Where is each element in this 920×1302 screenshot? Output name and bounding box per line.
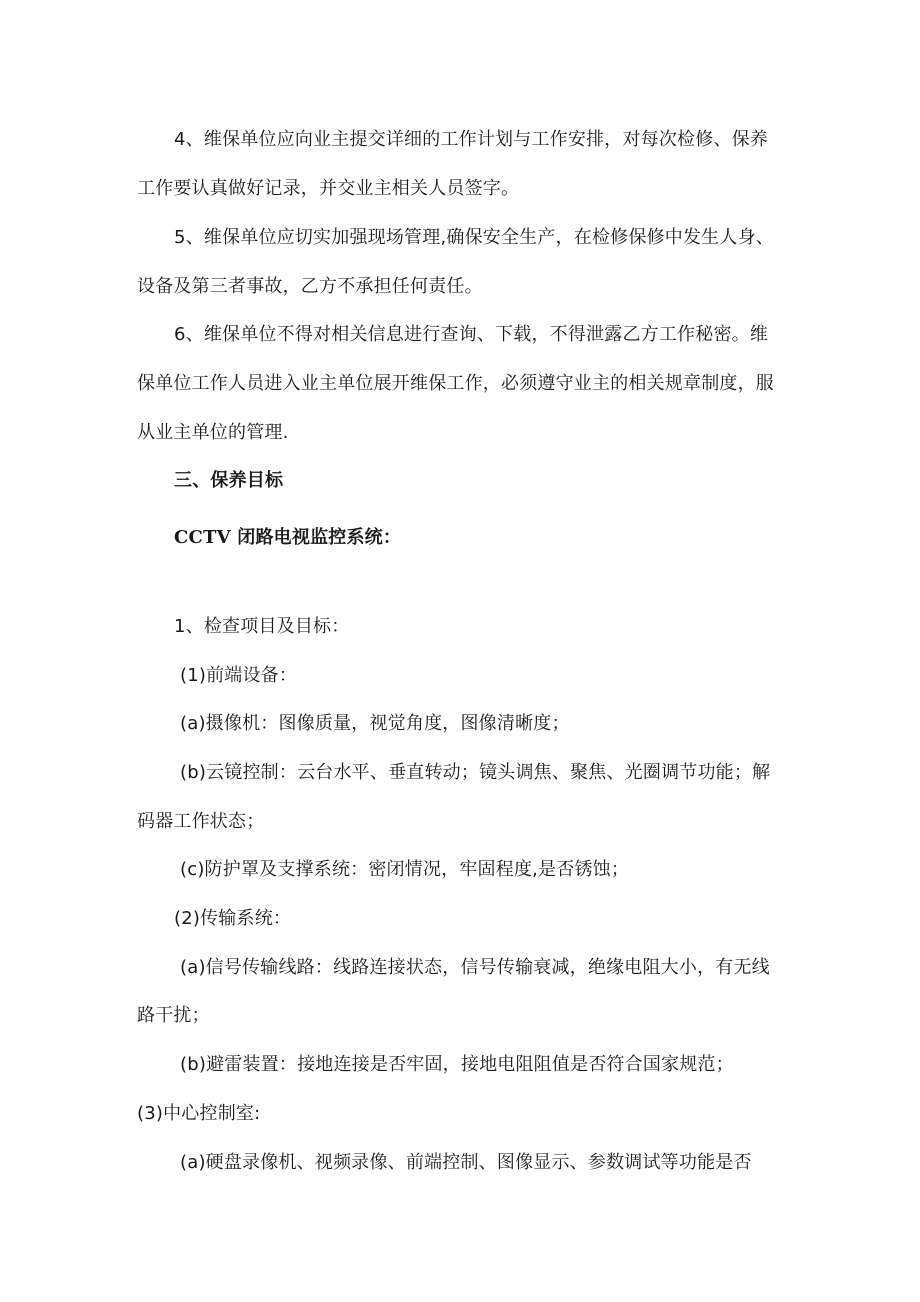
- sub-item-3a: (a)硬盘录像机、视频录像、前端控制、图像显示、参数调试等功能是否: [180, 1152, 752, 1173]
- paragraph-4-line-2: 工作要认真做好记录，并交业主相关人员签字。: [137, 178, 520, 199]
- paragraph-6-line-2: 保单位工作人员进入业主单位展开维保工作，必须遵守业主的相关规章制度，服: [137, 373, 774, 394]
- sub-item-1c: (c)防护罩及支撑系统：密闭情况，牢固程度,是否锈蚀；: [180, 859, 630, 880]
- sub-item-3: (3)中心控制室:: [137, 1103, 261, 1124]
- sub-item-2b: (b)避雷装置：接地连接是否牢固，接地电阻阻值是否符合国家规范；: [180, 1054, 734, 1075]
- sub-item-2a-line-2: 路干扰；: [137, 1005, 210, 1026]
- paragraph-5-line-1: 5、维保单位应切实加强现场管理,确保安全生产，在检修保修中发生人身、: [174, 227, 774, 248]
- sub-item-1b-line-1: (b)云镜控制：云台水平、垂直转动；镜头调焦、聚焦、光圈调节功能；解: [180, 762, 771, 783]
- section-heading: 三、保养目标: [174, 470, 284, 491]
- sub-item-1a: (a)摄像机：图像质量，视觉角度，图像清晰度；: [180, 713, 570, 734]
- item-1: 1、检查项目及目标：: [174, 616, 350, 637]
- paragraph-5-line-2: 设备及第三者事故，乙方不承担任何责任。: [137, 276, 483, 297]
- sub-item-1: (1)前端设备：: [180, 665, 298, 686]
- sub-item-2: (2)传输系统：: [174, 908, 292, 929]
- paragraph-6-line-1: 6、维保单位不得对相关信息进行查询、下载，不得泄露乙方工作秘密。维: [174, 324, 769, 345]
- cctv-heading: CCTV 闭路电视监控系统：: [174, 527, 402, 548]
- paragraph-6-line-3: 从业主单位的管理.: [137, 422, 289, 443]
- sub-item-2a-line-1: (a)信号传输线路：线路连接状态，信号传输衰减，绝缘电阻大小，有无线: [180, 957, 770, 978]
- sub-item-1b-line-2: 码器工作状态；: [137, 811, 265, 832]
- paragraph-4-line-1: 4、维保单位应向业主提交详细的工作计划与工作安排，对每次检修、保养: [174, 129, 769, 150]
